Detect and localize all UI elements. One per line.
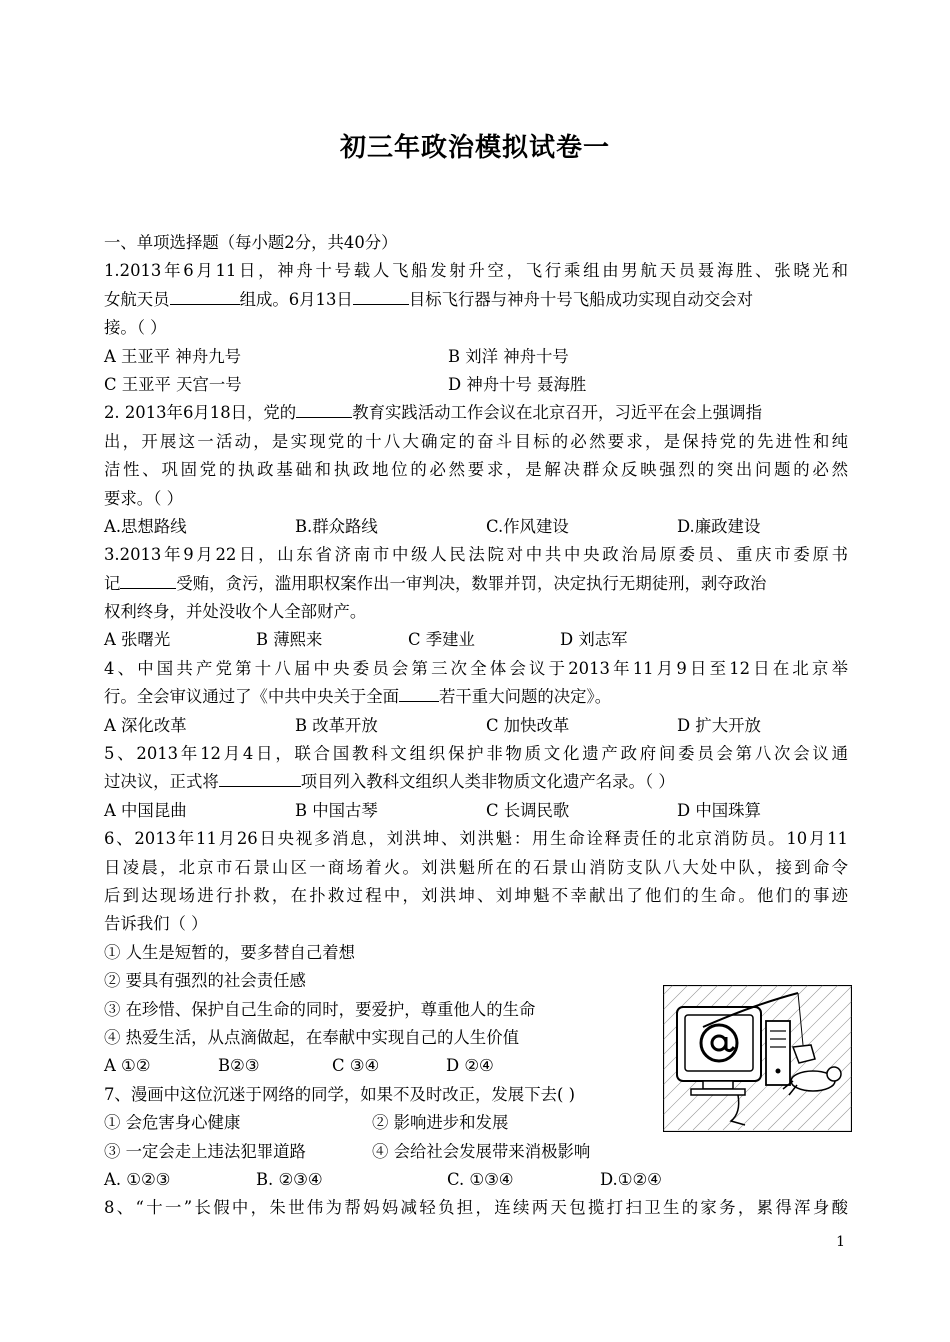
q6-line-1: 6、2013年11月26日央视多消息，刘洪坤、刘洪魁：用生命诠释责任的北京消防员。10月11 — [104, 829, 848, 849]
internet-addiction-cartoon — [663, 985, 852, 1132]
q7-item-4: ④ 会给社会发展带来消极影响 — [372, 1141, 591, 1161]
q3-options — [104, 626, 848, 654]
q7-options — [104, 1166, 848, 1194]
q6-line-3: 后到达现场进行扑救，在扑救过程中，刘洪坤、刘坤魁不幸献出了他们的生命。他们的事迹 — [104, 885, 848, 905]
q7-items-row-2 — [104, 1138, 848, 1166]
q6-option-a: A ①② — [104, 1056, 151, 1076]
q6-item-2: ② 要具有强烈的社会责任感 — [104, 971, 306, 991]
q5-blank — [219, 770, 301, 787]
q6-line-4: 告诉我们（ ） — [104, 914, 208, 934]
q3-option-a: A 张曙光 — [104, 630, 171, 650]
q2-option-d: D.廉政建设 — [677, 516, 761, 536]
q8-line-1: 8、“十一”长假中，朱世伟为帮妈妈减轻负担，连续两天包揽打扫卫生的家务，累得浑身酸 — [104, 1198, 848, 1218]
q4-line-1: 4、中国共产党第十八届中央委员会第三次全体会议于2013年11月9日至12日在北京举 — [104, 658, 848, 678]
q2-line-3: 洁性、巩固党的执政基础和执政地位的必然要求，是解决群众反映强烈的突出问题的必然 — [104, 460, 848, 480]
q5-option-c: C 长调民歌 — [486, 800, 570, 820]
q3-line-1: 3.2013年9月22日，山东省济南市中级人民法院对中共中央政治局原委员、重庆市委原书 — [104, 545, 848, 565]
q4-blank — [399, 685, 439, 702]
q6-item-4: ④ 热爱生活，从点滴做起，在奉献中实现自己的人生价值 — [104, 1027, 519, 1047]
q1-blank-2 — [353, 288, 409, 305]
q4-option-a: A 深化改革 — [104, 715, 187, 735]
q7-option-a: A. ①②③ — [104, 1169, 171, 1189]
q4-line-2: 行。全会审议通过了《中共中央关于全面 若干重大问题的决定》。 — [104, 687, 612, 707]
q7-option-c: C. ①③④ — [447, 1169, 514, 1189]
q7-option-b: B. ②③④ — [256, 1169, 323, 1189]
q5-line-1: 5、2013年12月4日，联合国教科文组织保护非物质文化遗产政府间委员会第八次会议通 — [104, 744, 848, 764]
q4-option-d: D 扩大开放 — [677, 715, 761, 735]
section-heading: 一、单项选择题（每小题2分，共40分） — [104, 233, 398, 252]
q2-line-4: 要求。（ ） — [104, 488, 183, 508]
q7-line-1: 7、漫画中这位沉迷于网络的同学，如果不及时改正，发展下去( ) — [104, 1084, 575, 1104]
q6-option-b: B②③ — [218, 1056, 260, 1076]
q5-option-a: A 中国昆曲 — [104, 800, 187, 820]
q1-option-c: C 王亚平 天宫一号 — [104, 374, 242, 394]
q5-options — [104, 797, 848, 825]
q2-blank — [296, 401, 352, 418]
q3-blank — [120, 572, 176, 589]
q6-line-2: 日凌晨，北京市石景山区一商场着火。刘洪魁所在的石景山消防支队八大处中队，接到命令 — [104, 857, 848, 877]
q6-option-d: D ②④ — [446, 1056, 494, 1076]
q2-option-c: C.作风建设 — [486, 516, 569, 536]
q2-line-1: 2. 2013年6月18日，党的 教育实践活动工作会议在北京召开，习近平在会上强调指 — [104, 403, 762, 423]
q2-line-2: 出，开展这一活动，是实现党的十八大确定的奋斗目标的必然要求，是保持党的先进性和纯 — [104, 431, 848, 451]
q2-options — [104, 513, 848, 541]
q3-option-b: B 薄熙来 — [256, 630, 323, 650]
q1-line-3: 接。（ ） — [104, 318, 167, 338]
q1-options-row-1 — [104, 343, 848, 371]
q5-option-b: B 中国古琴 — [295, 800, 378, 820]
q7-item-2: ② 影响进步和发展 — [372, 1113, 509, 1133]
page-title: 初三年政治模拟试卷一 — [339, 133, 610, 163]
q1-blank-1 — [170, 288, 240, 305]
q5-line-2: 过决议，正式将 项目列入教科文组织人类非物质文化遗产名录。（ ） — [104, 772, 675, 792]
q4-option-c: C 加快改革 — [486, 715, 570, 735]
q2-option-a: A.思想路线 — [104, 516, 187, 536]
q6-item-1: ① 人生是短暂的，要多替自己着想 — [104, 942, 356, 962]
q1-option-a: A 王亚平 神舟九号 — [104, 346, 241, 366]
q1-option-d: D 神舟十号 聂海胜 — [448, 374, 587, 394]
q4-options — [104, 712, 848, 740]
q3-line-2: 记 受贿，贪污，滥用职权案作出一审判决，数罪并罚，决定执行无期徒刑，剥夺政治 — [104, 573, 767, 593]
q3-line-3: 权利终身，并处没收个人全部财产。 — [104, 602, 367, 622]
q1-line-2: 女航天员 组成。6月13日 目标飞行器与神舟十号飞船成功实现自动交会对 — [104, 289, 754, 309]
q7-item-1: ① 会危害身心健康 — [104, 1113, 241, 1133]
q4-option-b: B 改革开放 — [295, 715, 378, 735]
q6-item-3: ③ 在珍惜、保护自己生命的同时，要爱护，尊重他人的生命 — [104, 999, 536, 1019]
page-number: 1 — [836, 1234, 845, 1250]
q1-options-row-2 — [104, 371, 848, 399]
q7-option-d: D.①②④ — [600, 1169, 662, 1189]
q3-option-d: D 刘志军 — [560, 630, 628, 650]
q1-line-1: 1.2013年6月11日，神舟十号载人飞船发射升空，飞行乘组由男航天员聂海胜、张晓光和 — [104, 261, 848, 281]
q1-option-b: B 刘洋 神舟十号 — [448, 346, 569, 366]
q6-option-c: C ③④ — [332, 1056, 380, 1076]
q3-option-c: C 季建业 — [408, 630, 475, 650]
q7-item-3: ③ 一定会走上违法犯罪道路 — [104, 1141, 306, 1161]
q2-option-b: B.群众路线 — [295, 516, 378, 536]
q5-option-d: D 中国珠算 — [677, 800, 761, 820]
